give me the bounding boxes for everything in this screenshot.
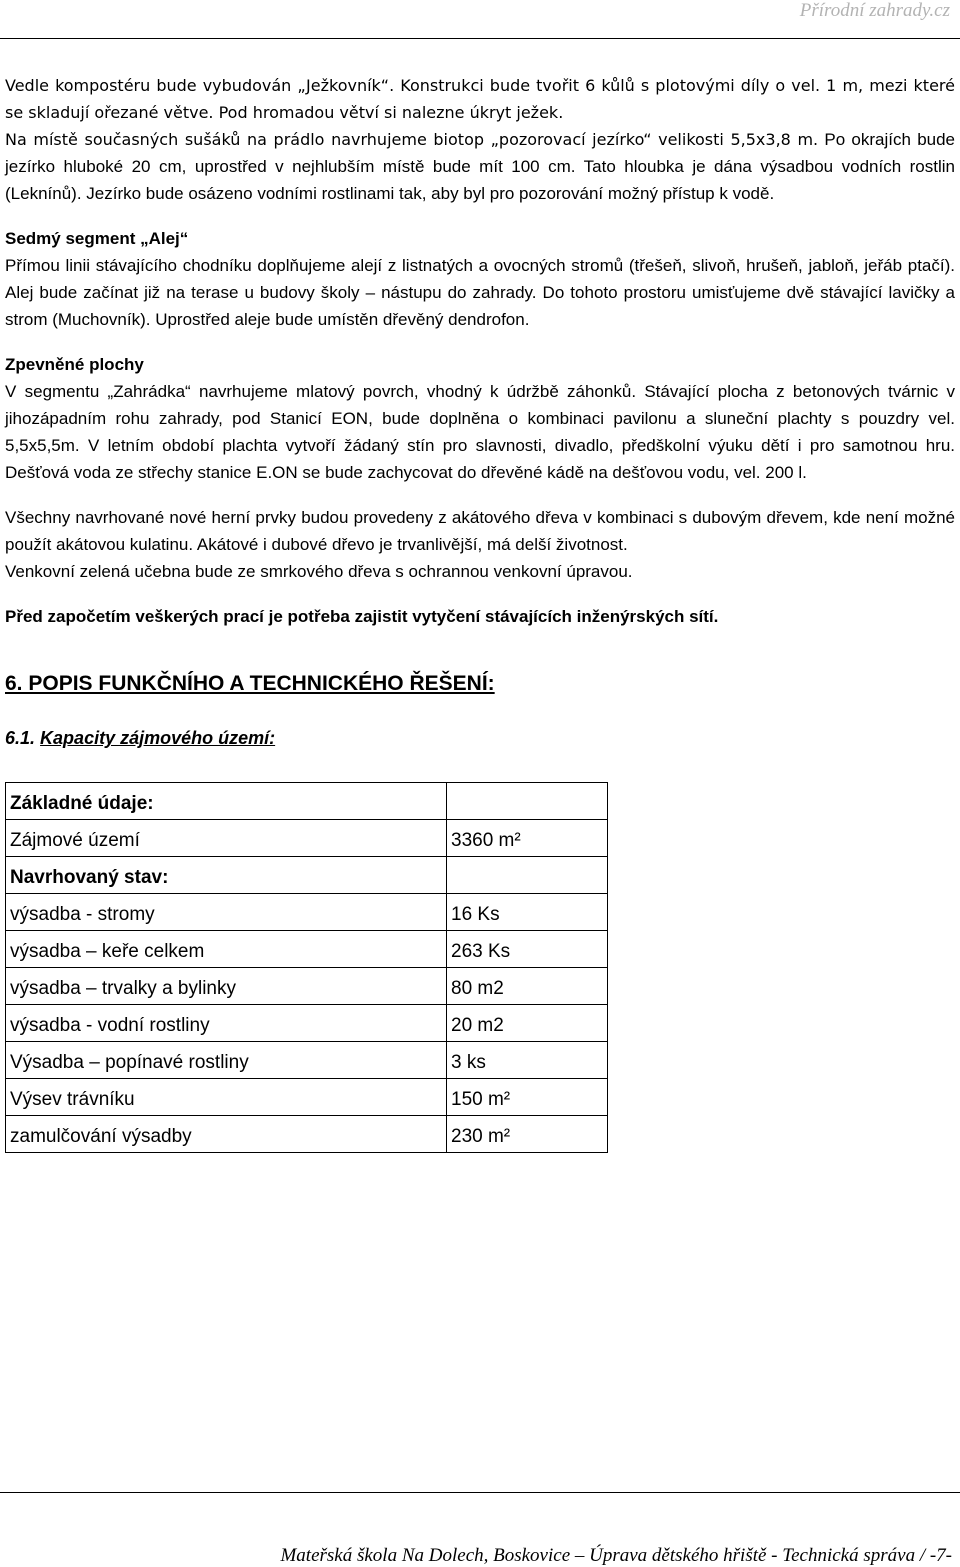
- table-cell-label: výsadba - stromy: [6, 894, 447, 931]
- paragraph-jezirko: [5, 126, 955, 207]
- footer-divider: [0, 1492, 960, 1493]
- table-cell-value: 3360 m²: [447, 820, 608, 857]
- document-body: [5, 72, 955, 1153]
- paragraph-inzenyrske-site: Před započetím veškerých prací je potřeba zajistit vytyčení stávajících inženýrských sítí.: [5, 607, 719, 626]
- paragraph-herni-prvky: Všechny navrhované nové herní prvky budou provedeny z akátového dřeva v kombinaci s dubovým dřevem, kde není možné použít akátovou kulatinu. Akátové i dubové dřevo je trvanlivější, má delší životnost.: [5, 508, 955, 554]
- table-cell-value: 20 m2: [447, 1005, 608, 1042]
- paragraph-ucebna: Venkovní zelená učebna bude ze smrkového dřeva s ochrannou venkovní úpravou.: [5, 562, 633, 581]
- table-row: [6, 1005, 608, 1042]
- table-row: [6, 1116, 608, 1153]
- table-cell-label: výsadba - vodní rostliny: [6, 1005, 447, 1042]
- paragraph-jezkovnik: Vedle kompostéru bude vybudován „Ježkovník“. Konstrukci bude tvořit 6 kůlů s plotovými díly o vel. 1 m, mezi které se skladují ořezané větve. Pod hromadou větví si nalezne úkryt ježek.: [5, 76, 955, 122]
- paragraph-zpevnene-plochy: V segmentu „Zahrádka“ navrhujeme mlatový povrch, vhodný k údržbě záhonků. Stávající plocha z betonových tvárnic v jihozápadním rohu zahrady, pod Stanicí EON, bude doplněna o kombinaci pavilonu a sluneční plachty s pouzdry vel. 5,5x5,5m. V letním období plachta vytvoří žádaný stín pro slavnosti, divadlo, předškolní výuku dětí i pro samotnou hru. Dešťová voda ze střechy stanice E.ON se bude zachycovat do dřevěné kádě na dešťovou vodu, vel. 200 l.: [5, 382, 955, 482]
- capacity-table: [5, 782, 608, 1153]
- table-header-zakladne: Základné údaje:: [6, 783, 447, 820]
- table-cell-value: 263 Ks: [447, 931, 608, 968]
- table-row: [6, 1079, 608, 1116]
- table-row: [6, 931, 608, 968]
- table-cell-value: 80 m2: [447, 968, 608, 1005]
- table-cell-value: 3 ks: [447, 1042, 608, 1079]
- table-cell-label: Výsadba – popínavé rostliny: [6, 1042, 447, 1079]
- table-row: [6, 820, 608, 857]
- paragraph-alej: Přímou linii stávajícího chodníku doplňujeme alejí z listnatých a ovocných stromů (třešeň, slivoň, hrušeň, jabloň, jeřáb ptačí). Alej bude začínat již na terase u budovy školy – nástupu do zahrady. Do tohoto prostoru umisťujeme dvě stávající lavičky a strom (Muchovník). Uprostřed aleje bude umístěn dřevěný dendrofon.: [5, 256, 955, 329]
- section-6-heading: 6. POPIS FUNKČNÍHO A TECHNICKÉHO ŘEŠENÍ:: [5, 672, 495, 695]
- table-cell-value: 16 Ks: [447, 894, 608, 931]
- table-row: [6, 783, 608, 820]
- table-cell-label: zamulčování výsadby: [6, 1116, 447, 1153]
- heading-zpevnene-plochy: Zpevněné plochy: [5, 355, 144, 374]
- heading-sedmy-segment: Sedmý segment „Alej“: [5, 229, 189, 248]
- table-cell-label: výsadba – trvalky a bylinky: [6, 968, 447, 1005]
- page-footer: Mateřská škola Na Dolech, Boskovice – Úprava dětského hřiště - Technická správa / -7-: [280, 1545, 952, 1566]
- paragraph-jezirko-rest: Po okrajích bude jezírko hluboké 20 cm, uprostřed v nejhlubším místě bude mít 100 cm. Tato hloubka je dána výsadbou vodních rostlin (Leknínů). Jezírko bude osázeno vodními rostlinami tak, aby byl pro pozorování možný přístup k vodě.: [5, 130, 956, 203]
- table-row: [6, 1042, 608, 1079]
- site-header: Přírodní zahrady.cz: [799, 0, 950, 21]
- section-6-1-title: Kapacity zájmového území:: [40, 728, 276, 748]
- table-row: [6, 894, 608, 931]
- paragraph-jezirko-start: Na místě současných sušáků na prádlo navrhujeme biotop „pozorovací jezírko“ velikosti 5,5x3,8 m.: [5, 130, 819, 149]
- table-cell-value: 150 m²: [447, 1079, 608, 1116]
- table-row: [6, 968, 608, 1005]
- table-cell-label: Zájmové území: [6, 820, 447, 857]
- section-6-1-number: 6.1.: [5, 728, 36, 748]
- table-row: [6, 857, 608, 894]
- table-cell-label: výsadba – keře celkem: [6, 931, 447, 968]
- table-header-navrhovany: Navrhovaný stav:: [6, 857, 447, 894]
- table-cell-label: Výsev trávníku: [6, 1079, 447, 1116]
- header-divider: [0, 38, 960, 39]
- section-6-1-heading: [5, 725, 955, 752]
- table-cell-value: 230 m²: [447, 1116, 608, 1153]
